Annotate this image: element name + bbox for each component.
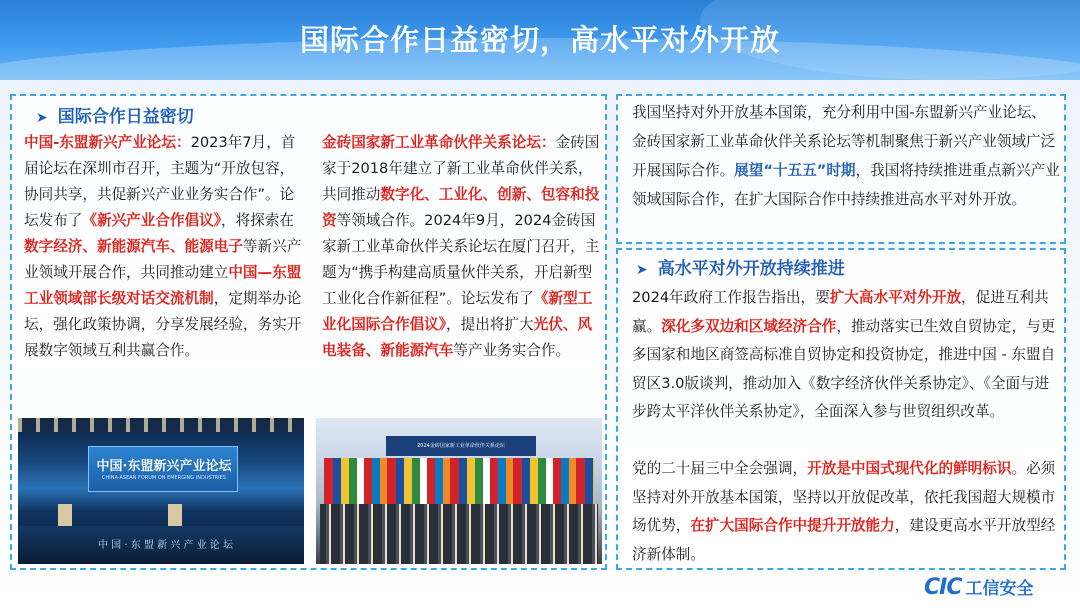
body-text: ，推动落实已生效自贸协定，与更多国家和地区商签高标准自贸协定和投资协定，推进中国 - 东盟自贸区3.0版谈判，推动加入《数字经济伙伴关系协定》、《全面与进步跨太平洋伙伴关系协定》，全面深入参与世贸组织改革。 — [632, 317, 1056, 420]
highlight-text: 深化多双边和区域经济合作 — [661, 317, 837, 335]
highlight-text: 光伏、风电装备、新能源汽车 — [322, 316, 593, 359]
delegates-group — [320, 504, 598, 564]
highlight-text: 数字经济、新能源汽车、能源电子 — [24, 238, 243, 255]
body-text: 2023年7月，首届论坛在深圳市召开，主题为“开放包容，协同共享，共促新兴产业业务实合作”。论坛发布了 — [24, 134, 296, 229]
highlight-text: 金砖国家新工业革命伙伴关系论坛： — [322, 134, 556, 151]
body-text: 我国坚持对外开放基本国策，充分利用中国-东盟新兴产业论坛、金砖国家新工业革命伙伴关系论坛等机制聚焦于新兴产业领域广泛开展国际合作。 — [632, 104, 1056, 179]
page-title: 国际合作日益密切，高水平对外开放 — [300, 23, 780, 57]
highlight-text: 《新型工业化国际合作倡议》 — [322, 290, 593, 333]
body-text: ，定期举办论坛，强化政策协调，分享发展经验，务实开展数字领域互利共赢合作。 — [24, 290, 302, 359]
body-text: 等新兴产业领域开展合作，共同推动建立 — [24, 238, 302, 281]
logo-mark: CIC — [924, 575, 962, 600]
cic-logo — [924, 574, 1074, 604]
body-text: 。必须坚持对外开放基本国策，坚持以开放促改革，依托我国超大规模市场优势， — [632, 460, 1056, 534]
body-text: ，将探索在 — [221, 212, 295, 229]
body-text: ，提出将扩大 — [446, 316, 534, 333]
section-heading-international-cooperation — [36, 104, 194, 131]
body-text: ，我国将持续推进重点新兴产业领域国际合作，在扩大国际合作中持续推进高水平对外开放。 — [632, 162, 1060, 208]
arrow-icon: ➤ — [636, 262, 648, 278]
podium — [58, 504, 72, 528]
highlight-text: 《新兴产业合作倡议》 — [82, 212, 222, 229]
asean-forum-photo — [18, 418, 304, 564]
policy-summary-text — [632, 98, 1060, 214]
photo-subcaption: CHINA-ASEAN FORUM ON EMERGING INDUSTRIES — [102, 475, 226, 481]
highlight-text: 在扩大国际合作中提升开放能力 — [690, 517, 895, 534]
highlight-text: 开放是中国式现代化的鲜明标识 — [807, 460, 1012, 477]
header-banner — [0, 0, 1080, 80]
photo-banner: 2024金砖国家新工业革命伙伴关系论坛 — [386, 436, 536, 456]
body-text: ，建设更高水平开放型经济新体制。 — [632, 517, 1056, 563]
floor-caption: 中 国 · 东 盟 新 兴 产 业 论 坛 — [98, 540, 233, 551]
plenum-text — [632, 455, 1060, 569]
photo-caption: 中国·东盟新兴产业论坛 — [96, 459, 232, 474]
stage-lights — [18, 418, 304, 432]
arrow-icon: ➤ — [36, 110, 48, 126]
highlight-text: 中国—东盟工业领域部长级对话交流机制 — [24, 264, 302, 307]
body-text: ，促进互利共赢。 — [632, 289, 1049, 335]
section-heading-label: 高水平对外开放持续推进 — [657, 259, 845, 279]
highlight-text: 扩大高水平对外开放 — [829, 289, 962, 306]
forum-brics-text — [322, 130, 602, 364]
highlight-text: 数字化、工业化、创新、包容和投资 — [322, 186, 600, 229]
forum-asean-text — [24, 130, 306, 364]
logo-brand: 工信安全 — [965, 579, 1034, 599]
body-text: 等产业务实合作。 — [453, 342, 571, 359]
body-text: 2024年政府工作报告指出，要 — [632, 289, 830, 306]
gov-report-text — [632, 284, 1060, 427]
highlight-text: 展望“十五五”时期 — [734, 162, 856, 179]
flags-row — [324, 458, 594, 510]
stage-screen — [88, 446, 238, 492]
body-text: 等领域合作。2024年9月，2024金砖国家新工业革命伙伴关系论坛在厦门召开，主题为“携手构建高质量伙伴关系，开启新型工业化合作新征程”。论坛发布了 — [322, 212, 600, 307]
section-heading-opening-up — [636, 256, 845, 283]
highlight-text: 中国-东盟新兴产业论坛： — [24, 134, 191, 151]
body-text: 金砖国家于2018年建立了新工业革命伙伴关系，共同推动 — [322, 134, 600, 203]
podium — [168, 504, 182, 528]
brics-forum-group-photo — [316, 418, 602, 564]
body-text: 党的二十届三中全会强调， — [632, 460, 808, 477]
section-heading-label: 国际合作日益密切 — [57, 107, 194, 127]
